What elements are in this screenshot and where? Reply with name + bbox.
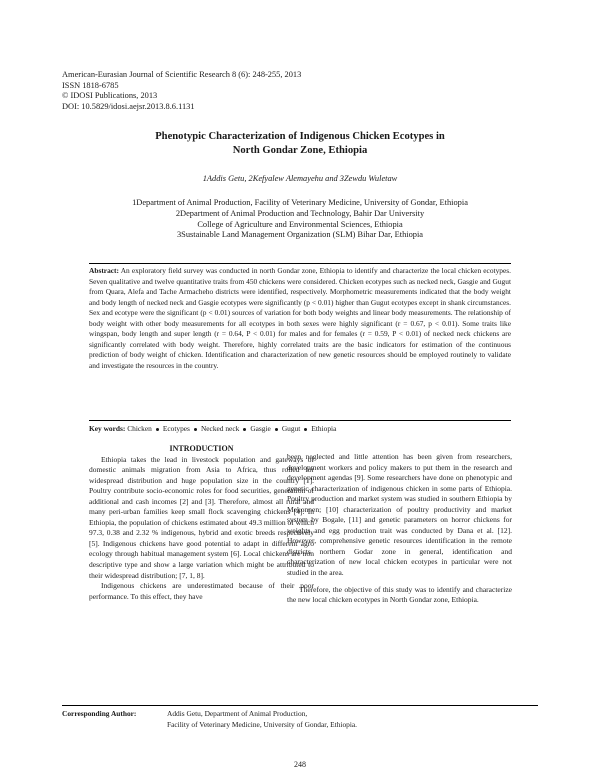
bullet-icon	[194, 428, 197, 431]
bullet-icon	[243, 428, 246, 431]
bullet-icon	[275, 428, 278, 431]
keyword: Ecotypes	[162, 424, 190, 433]
abstract	[89, 263, 511, 371]
corresponding-author-line-1: Addis Getu, Department of Animal Production,	[167, 709, 308, 718]
right-column	[287, 452, 512, 606]
paper-title	[62, 130, 538, 158]
doi: DOI: 10.5829/idosi.aejsr.2013.8.6.1131	[62, 101, 195, 111]
abstract-label: Abstract:	[89, 266, 119, 275]
page-number: 248	[294, 760, 306, 769]
affiliations	[62, 198, 538, 241]
affiliation-2: 2Department of Animal Production and Technology, Bahir Dar University	[175, 208, 425, 218]
journal-meta	[62, 70, 301, 112]
bullet-icon	[156, 428, 159, 431]
bullet-icon	[304, 428, 307, 431]
paragraph: Ethiopia takes the lead in livestock population and gateways of domestic animals migration from Asia to Africa, thus rolled for widespread distribution and huge population size in the country [1]. Poultry contribute socio-economic roles for food securities, generation of additional and cash incomes [2] and [3]. Therefore, almost all rural and many peri-urban families keep small flock scavenging chickens [4]. In Ethiopia, the population of chickens estimated about 49.3 million of which 97.3, 0.38 and 2.32 % indigenous, hybrid and exotic breeds respectively [5]. Indigenous chickens have good potential to adapt in different agro ecology through habitual management system [6]. Local chickens are non descriptive type and show a large variation which might be attributed to their widespread distribution; [7, 1, 8].	[89, 454, 314, 580]
authors: 1Addis Getu, 2Kefyalew Alemayehu and 3Zewdu Wuletaw	[202, 174, 398, 183]
affiliation-3: College of Agriculture and Environmental Sciences, Ethiopia	[197, 219, 403, 229]
corresponding-author-line-2: Facility of Veterinary Medicine, University of Gondar, Ethiopia.	[167, 719, 358, 729]
keywords-label: Key words:	[89, 424, 126, 433]
paragraph: Indigenous chickens are underestimated because of their poor performance. To this effect, they have	[89, 581, 314, 601]
corresponding-author-label: Corresponding Author:	[62, 709, 137, 718]
keywords	[89, 420, 511, 433]
keyword: Gasgie	[250, 424, 271, 433]
affiliation-1: 1Department of Animal Production, Facility of Veterinary Medicine, University of Gondar, Ethiopia	[132, 198, 468, 207]
abstract-text: An exploratory field survey was conducted in north Gondar zone, Ethiopia to identify and characterize the local chicken ecotypes. Seven qualitative and twelve quantitative traits from 450 chickens were considered. Chicken ecotypes such as necked neck, Gasgie and Gugut from Quara, Alefa and Tache Armacheho districts were identified, respectively. Morphometric measurements indicated that the body weight and body length of necked neck and Gasgie ecotypes were significantly (p < 0.01) higher than Gugut ecotypes except in shank circumstances. Sex and ecotype were the significant (p < 0.01) sources of variation for both body weights and linear body measurements. The relationship of body weight with other body measurements for all ecotypes in both sexes were highly significant (r = 0.67, p < 0.01). Some traits like wingspan, body length and super length (r = 0.64, P < 0.01) for males and for females (r = 0.59, P < 0.01) of necked neck chickens are significantly correlated with body weight. Therefore, highly correlated traits are the basic indicators for estimation of the continuous prediction of body weight of chicken. Identification and characterization of new genetic resources should be employed routinely to validate and investigate the resources in the country.	[89, 266, 511, 370]
affiliation-4: 3Sustainable Land Management Organization (SLM) Bihar Dar, Ethiopia	[176, 230, 424, 240]
copyright: © IDOSI Publications, 2013	[62, 91, 158, 101]
paragraph: been neglected and little attention has been given from researchers, development workers and policy makers to put them in the research and development agendas [9]. Some researchers have done on phenotypic and genetic characterization of indigenous chicken in some parts of Ethiopia. Poultry production and market system was studied in southern Ethiopia by Mekonnen; [10] characterization of poultry productivity and market system by Bogale, [11] and genetic parameters on horror chickens for weights and egg production trait was conducted by Dana et al. [12]. However, comprehensive genetic resources identification in the remote districts northern Godar zone in general, identification and characterization of new local chicken ecotypes in particular were not studied in the area.	[287, 452, 512, 578]
keyword: Necked neck	[200, 424, 240, 433]
corresponding-author	[62, 705, 538, 730]
section-heading: INTRODUCTION	[169, 444, 234, 453]
left-column	[89, 444, 314, 602]
title-line-1: Phenotypic Characterization of Indigenous Chicken Ecotypes in	[155, 131, 445, 142]
issn: ISSN 1818-6785	[62, 80, 119, 90]
journal-citation: American-Eurasian Journal of Scientific Research 8 (6): 248-255, 2013	[62, 70, 302, 79]
keyword: Chicken	[127, 424, 152, 433]
keyword: Ethiopia	[311, 424, 337, 433]
keyword: Gugut	[281, 424, 301, 433]
paragraph: Therefore, the objective of this study was to identify and characterize the new local chicken ecotypes in North Gondar zone, Ethiopia.	[287, 584, 512, 605]
title-line-2: North Gondar Zone, Ethiopia	[232, 145, 368, 156]
